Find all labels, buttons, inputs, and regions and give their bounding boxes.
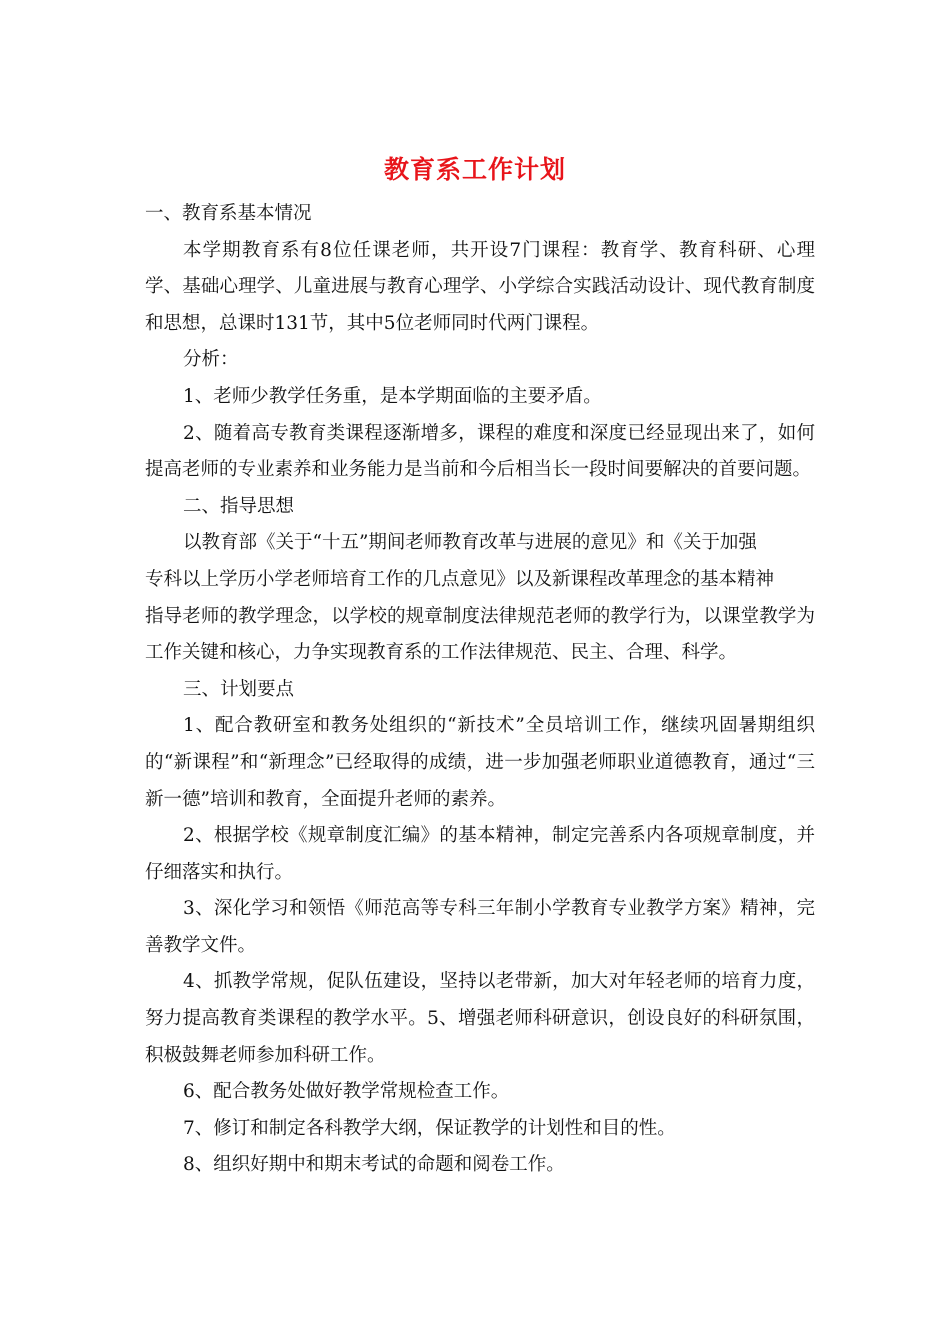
paragraph-analysis-2: 2、随着高专教育类课程逐渐增多，课程的难度和深度已经显现出来了，如何提高老师的专业素养和业务能力是当前和今后相当长一段时间要解决的首要问题。 [145, 422, 815, 481]
paragraph-plan-point-7: 7、修订和制定各科教学大纲，保证教学的计划性和目的性。 [183, 1117, 676, 1139]
paragraph-analysis-label: 分析： [183, 349, 239, 371]
paragraph-guiding-line-3: 指导老师的教学理念，以学校的规章制度法律规范老师的教学行为，以课堂教学为工作关键和核心，力争实现教育系的工作法律规范、民主、合理、科学。 [145, 605, 815, 664]
paragraph-plan-point-3: 3、深化学习和领悟《师范高等专科三年制小学教育专业教学方案》精神，完善教学文件。 [145, 898, 815, 956]
paragraph-guiding-line-1: 以教育部《关于“十五”期间老师教育改革与进展的意见》和《关于加强 [183, 532, 757, 554]
document-body [145, 196, 815, 1184]
section-heading-plan-points: 三、计划要点 [183, 678, 295, 700]
paragraph-plan-point-2: 2、根据学校《规章制度汇编》的基本精神，制定完善系内各项规章制度，并仔细落实和执行。 [145, 825, 815, 883]
paragraph-plan-point-6: 6、配合教务处做好教学常规检查工作。 [183, 1081, 510, 1103]
paragraph-basic-info: 本学期教育系有8位任课老师，共开设7门课程：教育学、教育科研、心理学、基础心理学、儿童进展与教育心理学、小学综合实践活动设计、现代教育制度和思想，总课时131节，其中5位老师同时代两门课程。 [145, 239, 815, 334]
paragraph-analysis-1: 1、老师少教学任务重，是本学期面临的主要矛盾。 [183, 385, 602, 407]
paragraph-plan-point-8: 8、组织好期中和期末考试的命题和阅卷工作。 [183, 1154, 565, 1176]
section-heading-guiding-ideology: 二、指导思想 [183, 495, 295, 517]
section-heading-basic-info: 一、教育系基本情况 [145, 203, 312, 224]
paragraph-plan-point-4-5: 4、抓教学常规，促队伍建设，坚持以老带新，加大对年轻老师的培育力度，努力提高教育类课程的教学水平。5、增强老师科研意识，创设良好的科研氛围，积极鼓舞老师参加科研工作。 [145, 971, 815, 1066]
paragraph-guiding-line-2: 专科以上学历小学老师培育工作的几点意见》以及新课程改革理念的基本精神 [145, 568, 775, 590]
document-title: 教育系工作计划 [383, 155, 566, 184]
paragraph-plan-point-1: 1、配合教研室和教务处组织的“新技术”全员培训工作，继续巩固暑期组织的“新课程”和“新理念”已经取得的成绩，进一步加强老师职业道德教育，通过“三新一德”培训和教育，全面提升老师的素养。 [145, 715, 815, 810]
